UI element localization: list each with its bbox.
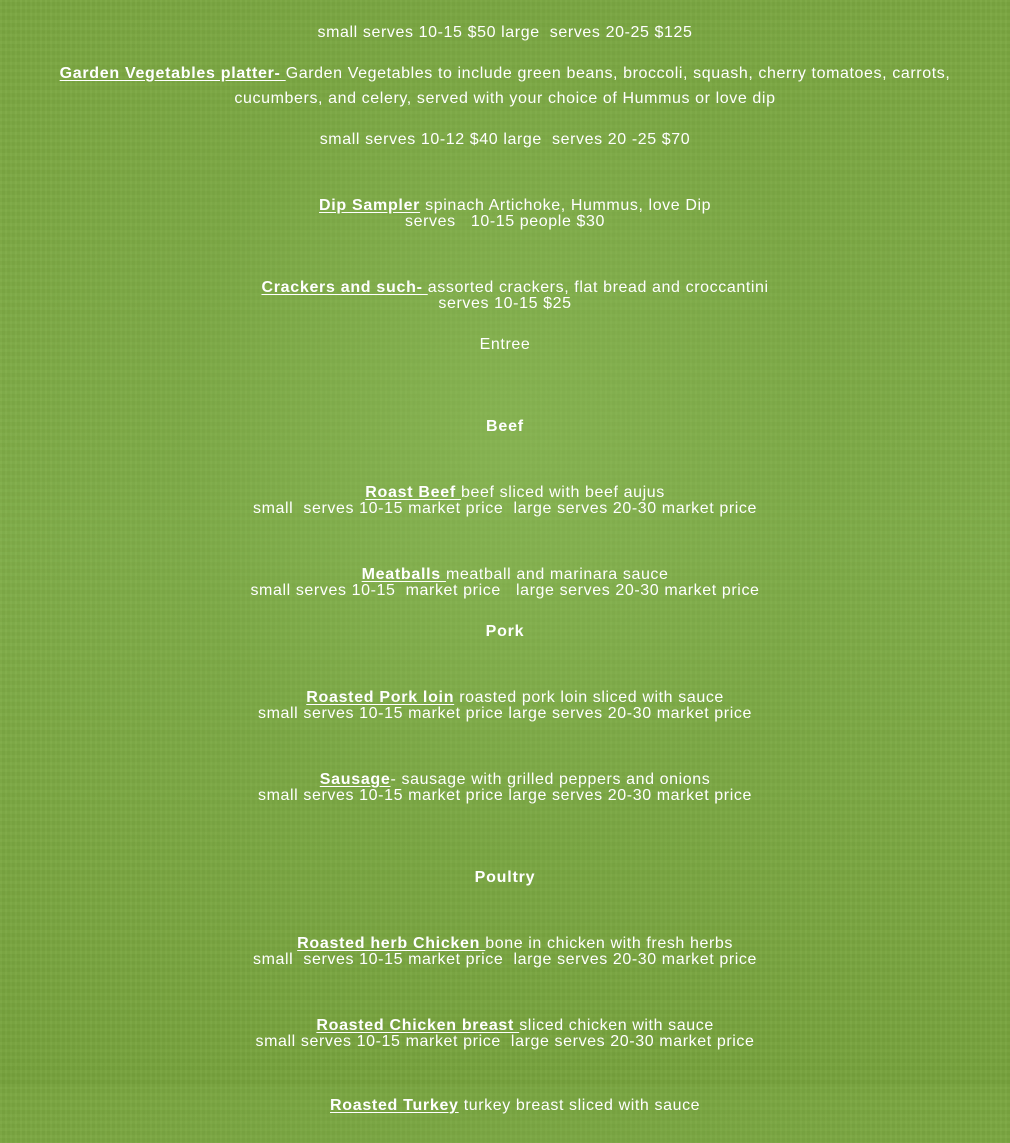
menu-item-name[interactable]: Roasted herb Chicken xyxy=(297,935,486,952)
menu-item-name[interactable]: Roast Beef xyxy=(365,484,462,501)
menu-item-description: - sausage with grilled peppers and onions xyxy=(390,771,711,788)
menu-item-description: meatball and marinara sauce xyxy=(446,566,669,583)
menu-item-roasted-turkey xyxy=(0,1068,1010,1143)
price-line: small serves 10-15 market price large serves 20-30 market price xyxy=(258,705,752,722)
menu-item-description: bone in chicken with fresh herbs xyxy=(485,935,734,952)
menu-item-description: assorted crackers, flat bread and croccantini xyxy=(427,279,769,296)
price-line: small serves 10-15 $50 large serves 20-25 $125 xyxy=(317,24,693,41)
section-heading-poultry: Poultry xyxy=(474,869,536,886)
menu-item-name[interactable]: Meatballs xyxy=(361,566,446,583)
price-line: serves 10-15 people $30 xyxy=(404,213,605,230)
menu-item-name[interactable]: Roasted Pork loin xyxy=(306,689,455,706)
price-line: serves 10-15 $25 xyxy=(438,295,572,312)
menu-item-name[interactable]: Sausage xyxy=(319,771,391,788)
price-line: small serves 10-12 $40 large serves 20 -25 $70 xyxy=(319,131,691,148)
section-heading-entree: Entree xyxy=(479,336,531,353)
price-line: small serves 10-15 market price large serves 20-30 market price xyxy=(250,582,760,599)
menu-item-name[interactable]: Garden Vegetables platter- xyxy=(59,65,286,82)
menu-item-name[interactable]: Roasted Turkey xyxy=(330,1097,459,1114)
menu-item-description: turkey breast sliced with sauce xyxy=(458,1097,701,1114)
menu-item-description: beef sliced with beef aujus xyxy=(461,484,665,501)
price-line: small serves 10-15 market price large serves 20-30 market price xyxy=(258,787,752,804)
section-heading-beef: Beef xyxy=(486,418,524,435)
menu-item-description: sliced chicken with sauce xyxy=(519,1017,714,1034)
menu-item-garden-vegetables xyxy=(40,61,970,111)
price-line: small serves 10-15 market price large serves 20-30 market price xyxy=(252,951,758,968)
menu-item-name[interactable]: Dip Sampler xyxy=(319,197,421,214)
menu-item-description: roasted pork loin sliced with sauce xyxy=(454,689,724,706)
menu-item-description: spinach Artichoke, Hummus, love Dip xyxy=(420,197,712,214)
menu-item-name[interactable]: Crackers and such- xyxy=(261,279,428,296)
menu-item-description: Garden Vegetables to include green beans, broccoli, squash, cherry tomatoes, carrots, cucumbers, and celery, served with your choice of Hummus or love dip xyxy=(234,65,951,107)
menu-item-name[interactable]: Roasted Chicken breast xyxy=(316,1017,520,1034)
price-line: small serves 10-15 market price large serves 20-30 market price xyxy=(255,1033,755,1050)
price-line: small serves 10-15 market price large serves 20-30 market price xyxy=(252,500,758,517)
section-heading-pork: Pork xyxy=(485,623,525,640)
